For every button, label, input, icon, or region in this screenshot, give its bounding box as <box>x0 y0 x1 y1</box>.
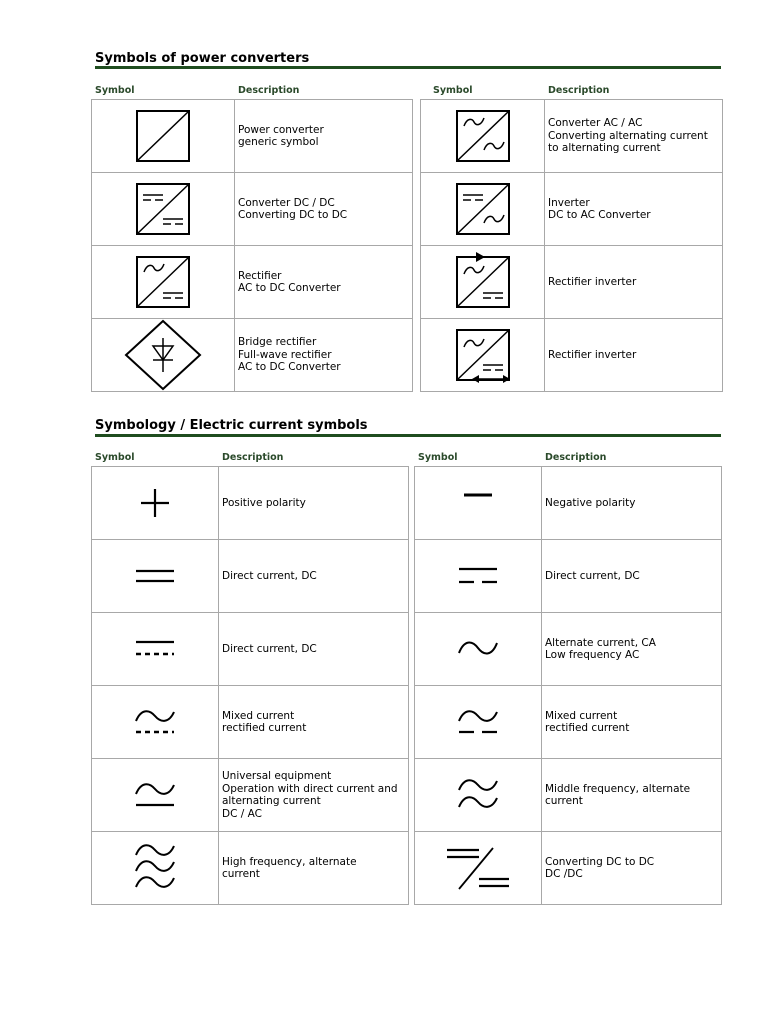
section-divider <box>95 66 721 69</box>
table-row <box>421 319 723 392</box>
column-header-symbol: Symbol <box>418 452 458 463</box>
description-cell: Direct current, DC <box>219 613 409 686</box>
current-symbols-table-left <box>91 466 409 905</box>
rectifier-inverter-bidirectional-icon <box>456 329 510 381</box>
description-cell: Bridge rectifier Full-wave rectifier AC to DC Converter <box>235 319 413 392</box>
symbol-cell <box>415 467 542 540</box>
description-cell: Converting DC to DC DC /DC <box>542 832 722 905</box>
positive-polarity-icon <box>135 483 175 523</box>
symbol-cell <box>421 246 545 319</box>
table-row <box>92 686 409 759</box>
description-cell: Converter DC / DC Converting DC to DC <box>235 173 413 246</box>
description-cell: Positive polarity <box>219 467 409 540</box>
symbol-cell <box>92 173 235 246</box>
table-row <box>92 613 409 686</box>
symbol-cell <box>92 540 219 613</box>
symbol-cell <box>421 173 545 246</box>
alternate-current-icon <box>456 637 500 661</box>
description-cell: Middle frequency, alternate current <box>542 759 722 832</box>
table-row <box>415 613 722 686</box>
bridge-rectifier-icon <box>125 320 201 390</box>
description-cell: Alternate current, CA Low frequency AC <box>542 613 722 686</box>
symbol-cell <box>415 759 542 832</box>
table-row <box>92 173 413 246</box>
symbol-cell <box>415 540 542 613</box>
symbol-cell <box>92 319 235 392</box>
column-header-symbol: Symbol <box>433 85 473 96</box>
symbol-cell <box>92 613 219 686</box>
table-row <box>415 759 722 832</box>
symbol-cell <box>421 319 545 392</box>
table-row <box>92 246 413 319</box>
universal-equipment-icon <box>133 780 177 810</box>
description-cell: Converter AC / AC Converting alternating current to alternating current <box>545 100 723 173</box>
section-divider <box>95 434 721 437</box>
table-row <box>92 467 409 540</box>
power-converter-icon <box>136 110 190 162</box>
high-frequency-icon <box>133 843 177 893</box>
direct-current-split-icon <box>456 564 500 588</box>
mixed-current-dashed-icon <box>133 707 177 737</box>
column-header-description: Description <box>238 85 300 96</box>
table-row <box>92 100 413 173</box>
description-cell: High frequency, alternate current <box>219 832 409 905</box>
table-row <box>421 100 723 173</box>
symbol-cell <box>92 759 219 832</box>
power-converters-table-left <box>91 99 413 392</box>
middle-frequency-icon <box>456 777 500 813</box>
column-header-symbol: Symbol <box>95 85 135 96</box>
column-header-description: Description <box>548 85 610 96</box>
section-title-power-converters: Symbols of power converters <box>95 51 310 66</box>
description-cell: Mixed current rectified current <box>219 686 409 759</box>
converting-dc-dc-icon <box>445 845 511 891</box>
converter-dc-dc-icon <box>136 183 190 235</box>
symbol-cell <box>415 686 542 759</box>
negative-polarity-icon <box>458 483 498 523</box>
rectifier-inverter-icon <box>456 256 510 308</box>
table-row <box>421 246 723 319</box>
symbol-cell <box>92 100 235 173</box>
description-cell: Universal equipment Operation with direct current and alternating current DC / AC <box>219 759 409 832</box>
section-title-electric-current-symbols: Symbology / Electric current symbols <box>95 418 368 433</box>
symbol-cell <box>92 832 219 905</box>
current-symbols-table-right <box>414 466 722 905</box>
description-cell: Power converter generic symbol <box>235 100 413 173</box>
converter-ac-ac-icon <box>456 110 510 162</box>
table-row <box>415 540 722 613</box>
table-row <box>92 759 409 832</box>
description-cell: Direct current, DC <box>542 540 722 613</box>
table-row <box>415 832 722 905</box>
column-header-description: Description <box>545 452 607 463</box>
symbol-cell <box>92 246 235 319</box>
column-header-symbol: Symbol <box>95 452 135 463</box>
direct-current-icon <box>133 564 177 588</box>
description-cell: Direct current, DC <box>219 540 409 613</box>
description-cell: Rectifier inverter <box>545 319 723 392</box>
symbol-cell <box>92 467 219 540</box>
column-header-description: Description <box>222 452 284 463</box>
description-cell: Rectifier inverter <box>545 246 723 319</box>
rectifier-icon <box>136 256 190 308</box>
direct-current-dashed-icon <box>133 637 177 661</box>
table-row <box>92 540 409 613</box>
description-cell: Rectifier AC to DC Converter <box>235 246 413 319</box>
symbol-cell <box>415 832 542 905</box>
symbol-cell <box>415 613 542 686</box>
symbol-cell <box>421 100 545 173</box>
description-cell: Negative polarity <box>542 467 722 540</box>
mixed-current-icon <box>456 707 500 737</box>
table-row <box>92 832 409 905</box>
inverter-icon <box>456 183 510 235</box>
symbol-cell <box>92 686 219 759</box>
table-row <box>92 319 413 392</box>
table-row <box>421 173 723 246</box>
power-converters-table-right <box>420 99 723 392</box>
table-row <box>415 467 722 540</box>
description-cell: Mixed current rectified current <box>542 686 722 759</box>
table-row <box>415 686 722 759</box>
description-cell: Inverter DC to AC Converter <box>545 173 723 246</box>
